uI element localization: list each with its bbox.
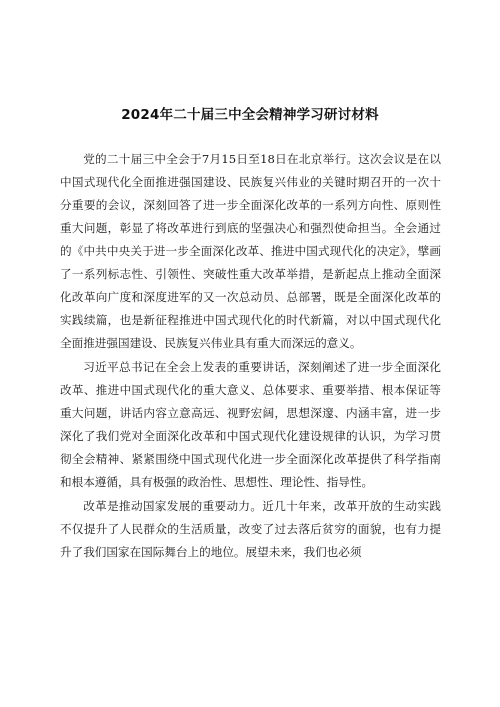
paragraph-3: 改革是推动国家发展的重要动力。近几十年来，改革开放的生动实践不仅提升了人民群众的生活质量，改变了过去落后贫穷的面貌，也有力提升了我们国家在国际舞台上的地位。展望未来，我们也必须 xyxy=(60,499,441,559)
document-body xyxy=(60,148,441,564)
paragraph-1: 党的二十届三中全会于7月15日至18日在北京举行。这次会议是在以中国式现代化全面推进强国建设、民族复兴伟业的关键时期召开的一次十分重要的会议，深刻回答了进一步全面深化改革的一系列方向性、原则性重大问题，彰显了将改革进行到底的坚强决心和强烈使命担当。全会通过的《中共中央关于进一步全面深化改革、推进中国式现代化的决定》，擘画了一系列标志性、引领性、突破性重大改革举措，是新起点上推动全面深化改革向广度和深度进军的又一次总动员、总部署，既是全面深化改革的实践续篇，也是新征程推进中国式现代化的时代新篇，对以中国式现代化全面推进强国建设、民族复兴伟业具有重大而深远的意义。 xyxy=(60,152,441,350)
document-title: 2024年二十届三中全会精神学习研讨材料 xyxy=(121,107,379,123)
paragraph-2: 习近平总书记在全会上发表的重要讲话，深刻阐述了进一步全面深化改革、推进中国式现代化的重大意义、总体要求、重要举措、根本保证等重大问题，讲话内容立意高远、视野宏阔，思想深邃、内涵丰富，进一步深化了我们党对全面深化改革和中国式现代化建设规律的认识，为学习贯彻全会精神、紧紧围绕中国式现代化进一步全面深化改革提供了科学指南和根本遵循，具有极强的政治性、思想性、理论性、指导性。 xyxy=(60,360,441,489)
